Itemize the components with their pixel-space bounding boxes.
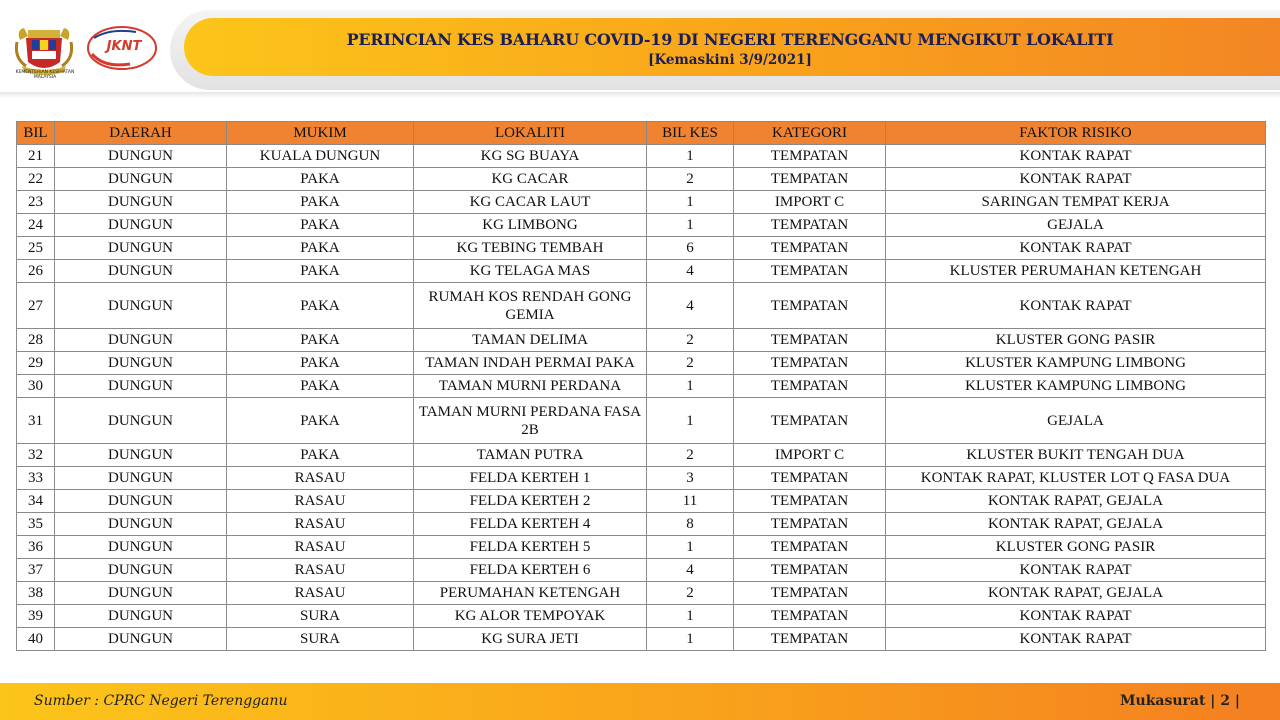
cell-bil-kes: 6 [647, 237, 734, 260]
cell-mukim: PAKA [227, 237, 414, 260]
cell-daerah: DUNGUN [55, 191, 227, 214]
cell-mukim: SURA [227, 628, 414, 651]
cell-lokaliti: FELDA KERTEH 2 [414, 490, 647, 513]
cell-lokaliti: FELDA KERTEH 6 [414, 559, 647, 582]
column-header-mukim: MUKIM [227, 122, 414, 145]
cell-daerah: DUNGUN [55, 168, 227, 191]
cell-kategori: TEMPATAN [734, 375, 886, 398]
cell-lokaliti: KG CACAR LAUT [414, 191, 647, 214]
cell-daerah: DUNGUN [55, 375, 227, 398]
page-title: PERINCIAN KES BAHARU COVID-19 DI NEGERI TERENGGANU MENGIKUT LOKALITI [346, 30, 1114, 49]
cell-daerah: DUNGUN [55, 490, 227, 513]
cell-daerah: DUNGUN [55, 605, 227, 628]
cell-daerah: DUNGUN [55, 283, 227, 329]
cases-table [16, 121, 1266, 651]
cell-kategori: TEMPATAN [734, 352, 886, 375]
cell-kategori: TEMPATAN [734, 628, 886, 651]
cell-faktor-risiko: KLUSTER GONG PASIR [886, 536, 1266, 559]
cell-bil-kes: 4 [647, 283, 734, 329]
cell-bil: 35 [17, 513, 55, 536]
cell-kategori: TEMPATAN [734, 398, 886, 444]
cell-bil-kes: 3 [647, 467, 734, 490]
table-row [17, 214, 1266, 237]
cell-bil: 32 [17, 444, 55, 467]
cell-bil: 40 [17, 628, 55, 651]
cell-lokaliti: FELDA KERTEH 4 [414, 513, 647, 536]
cell-mukim: PAKA [227, 398, 414, 444]
page-number: Mukasurat | 2 | [1120, 693, 1240, 709]
cell-mukim: PAKA [227, 283, 414, 329]
cell-bil-kes: 1 [647, 398, 734, 444]
table-row [17, 605, 1266, 628]
cell-daerah: DUNGUN [55, 237, 227, 260]
cell-daerah: DUNGUN [55, 329, 227, 352]
jknt-logo-text: JKNT [106, 39, 142, 54]
cell-daerah: DUNGUN [55, 536, 227, 559]
cell-bil: 28 [17, 329, 55, 352]
cell-bil-kes: 8 [647, 513, 734, 536]
cell-lokaliti: FELDA KERTEH 1 [414, 467, 647, 490]
cell-daerah: DUNGUN [55, 352, 227, 375]
cell-faktor-risiko: KONTAK RAPAT [886, 605, 1266, 628]
cell-bil-kes: 1 [647, 536, 734, 559]
cell-mukim: PAKA [227, 168, 414, 191]
cell-bil-kes: 1 [647, 605, 734, 628]
cell-lokaliti: KG SURA JETI [414, 628, 647, 651]
cell-faktor-risiko: KONTAK RAPAT, KLUSTER LOT Q FASA DUA [886, 467, 1266, 490]
cell-kategori: TEMPATAN [734, 168, 886, 191]
cell-faktor-risiko: SARINGAN TEMPAT KERJA [886, 191, 1266, 214]
cell-faktor-risiko: GEJALA [886, 214, 1266, 237]
cell-kategori: TEMPATAN [734, 260, 886, 283]
cell-bil: 26 [17, 260, 55, 283]
cell-faktor-risiko: KLUSTER KAMPUNG LIMBONG [886, 352, 1266, 375]
cell-bil: 22 [17, 168, 55, 191]
cell-lokaliti: TAMAN DELIMA [414, 329, 647, 352]
cell-mukim: PAKA [227, 352, 414, 375]
table-row [17, 168, 1266, 191]
cell-bil-kes: 2 [647, 444, 734, 467]
cell-daerah: DUNGUN [55, 582, 227, 605]
cell-lokaliti: KG TEBING TEMBAH [414, 237, 647, 260]
cell-bil: 37 [17, 559, 55, 582]
cell-lokaliti: TAMAN INDAH PERMAI PAKA [414, 352, 647, 375]
kkm-logo-caption: KEMENTERIAN KESIHATAN MALAYSIA [15, 70, 75, 80]
cell-mukim: RASAU [227, 490, 414, 513]
cell-kategori: TEMPATAN [734, 605, 886, 628]
table-row [17, 628, 1266, 651]
cell-kategori: TEMPATAN [734, 237, 886, 260]
cell-faktor-risiko: KLUSTER PERUMAHAN KETENGAH [886, 260, 1266, 283]
column-header-bil-kes: BIL KES [647, 122, 734, 145]
column-header-lokaliti: LOKALITI [414, 122, 647, 145]
cell-mukim: PAKA [227, 191, 414, 214]
table-row [17, 352, 1266, 375]
cell-kategori: TEMPATAN [734, 283, 886, 329]
table-row [17, 582, 1266, 605]
table-row [17, 513, 1266, 536]
cell-lokaliti: PERUMAHAN KETENGAH [414, 582, 647, 605]
table-row [17, 260, 1266, 283]
cell-lokaliti: KG TELAGA MAS [414, 260, 647, 283]
cell-lokaliti: RUMAH KOS RENDAH GONG GEMIA [414, 283, 647, 329]
cell-bil: 36 [17, 536, 55, 559]
table-row [17, 490, 1266, 513]
cell-bil: 21 [17, 145, 55, 168]
cell-daerah: DUNGUN [55, 628, 227, 651]
cell-kategori: TEMPATAN [734, 329, 886, 352]
cell-kategori: TEMPATAN [734, 490, 886, 513]
cell-lokaliti: TAMAN MURNI PERDANA [414, 375, 647, 398]
cell-kategori: TEMPATAN [734, 536, 886, 559]
cell-daerah: DUNGUN [55, 145, 227, 168]
cell-bil-kes: 1 [647, 375, 734, 398]
cell-bil: 31 [17, 398, 55, 444]
table-body [17, 145, 1266, 651]
cell-daerah: DUNGUN [55, 559, 227, 582]
cell-mukim: SURA [227, 605, 414, 628]
cell-faktor-risiko: KONTAK RAPAT [886, 283, 1266, 329]
column-header-daerah: DAERAH [55, 122, 227, 145]
column-header-faktor-risiko: FAKTOR RISIKO [886, 122, 1266, 145]
cell-lokaliti: FELDA KERTEH 5 [414, 536, 647, 559]
table-row [17, 559, 1266, 582]
cell-bil: 39 [17, 605, 55, 628]
table-row [17, 191, 1266, 214]
cell-lokaliti: TAMAN MURNI PERDANA FASA 2B [414, 398, 647, 444]
table-header-row [17, 122, 1266, 145]
cell-bil-kes: 2 [647, 329, 734, 352]
cell-bil-kes: 2 [647, 168, 734, 191]
cell-bil: 33 [17, 467, 55, 490]
cell-faktor-risiko: KLUSTER GONG PASIR [886, 329, 1266, 352]
cell-bil-kes: 4 [647, 559, 734, 582]
cell-kategori: TEMPATAN [734, 145, 886, 168]
cell-bil: 23 [17, 191, 55, 214]
cell-mukim: RASAU [227, 582, 414, 605]
cell-mukim: PAKA [227, 214, 414, 237]
cell-lokaliti: KG SG BUAYA [414, 145, 647, 168]
cell-kategori: IMPORT C [734, 191, 886, 214]
cell-mukim: PAKA [227, 375, 414, 398]
cell-mukim: KUALA DUNGUN [227, 145, 414, 168]
table-row [17, 145, 1266, 168]
cell-daerah: DUNGUN [55, 260, 227, 283]
cell-faktor-risiko: KONTAK RAPAT [886, 628, 1266, 651]
table-row [17, 329, 1266, 352]
cell-mukim: PAKA [227, 444, 414, 467]
cell-bil-kes: 4 [647, 260, 734, 283]
table-row [17, 444, 1266, 467]
table-row [17, 467, 1266, 490]
cell-mukim: RASAU [227, 536, 414, 559]
cell-daerah: DUNGUN [55, 444, 227, 467]
cell-mukim: RASAU [227, 559, 414, 582]
cell-bil: 25 [17, 237, 55, 260]
cell-bil: 30 [17, 375, 55, 398]
cell-faktor-risiko: KONTAK RAPAT, GEJALA [886, 582, 1266, 605]
cell-faktor-risiko: GEJALA [886, 398, 1266, 444]
cell-daerah: DUNGUN [55, 214, 227, 237]
column-header-kategori: KATEGORI [734, 122, 886, 145]
cell-mukim: RASAU [227, 513, 414, 536]
table-row [17, 375, 1266, 398]
cell-bil: 24 [17, 214, 55, 237]
cell-mukim: PAKA [227, 329, 414, 352]
cell-bil-kes: 11 [647, 490, 734, 513]
cell-lokaliti: TAMAN PUTRA [414, 444, 647, 467]
cell-bil-kes: 1 [647, 628, 734, 651]
cell-faktor-risiko: KONTAK RAPAT [886, 237, 1266, 260]
cell-daerah: DUNGUN [55, 513, 227, 536]
cell-daerah: DUNGUN [55, 398, 227, 444]
column-header-bil: BIL [17, 122, 55, 145]
cell-bil: 29 [17, 352, 55, 375]
cell-faktor-risiko: KONTAK RAPAT [886, 168, 1266, 191]
cell-bil-kes: 1 [647, 191, 734, 214]
cell-bil-kes: 2 [647, 582, 734, 605]
cell-faktor-risiko: KLUSTER BUKIT TENGAH DUA [886, 444, 1266, 467]
cell-bil-kes: 2 [647, 352, 734, 375]
cell-bil-kes: 1 [647, 214, 734, 237]
table-row [17, 237, 1266, 260]
table-row [17, 283, 1266, 329]
cell-faktor-risiko: KONTAK RAPAT [886, 559, 1266, 582]
cell-lokaliti: KG CACAR [414, 168, 647, 191]
cell-kategori: TEMPATAN [734, 214, 886, 237]
table-row [17, 398, 1266, 444]
cell-mukim: PAKA [227, 260, 414, 283]
cell-faktor-risiko: KONTAK RAPAT [886, 145, 1266, 168]
cell-bil-kes: 1 [647, 145, 734, 168]
cell-faktor-risiko: KONTAK RAPAT, GEJALA [886, 490, 1266, 513]
cell-lokaliti: KG ALOR TEMPOYAK [414, 605, 647, 628]
jknt-logo [84, 24, 160, 72]
page-subtitle: [Kemaskini 3/9/2021] [648, 52, 812, 68]
cell-kategori: TEMPATAN [734, 559, 886, 582]
footer-source: Sumber : CPRC Negeri Terengganu [34, 693, 288, 709]
cell-daerah: DUNGUN [55, 467, 227, 490]
cell-bil: 38 [17, 582, 55, 605]
table-row [17, 536, 1266, 559]
cell-kategori: TEMPATAN [734, 467, 886, 490]
cell-faktor-risiko: KONTAK RAPAT, GEJALA [886, 513, 1266, 536]
header-divider [0, 92, 1280, 98]
cell-faktor-risiko: KLUSTER KAMPUNG LIMBONG [886, 375, 1266, 398]
cell-bil: 34 [17, 490, 55, 513]
cell-lokaliti: KG LIMBONG [414, 214, 647, 237]
cell-kategori: TEMPATAN [734, 513, 886, 536]
cell-kategori: TEMPATAN [734, 582, 886, 605]
cell-bil: 27 [17, 283, 55, 329]
cell-kategori: IMPORT C [734, 444, 886, 467]
cell-mukim: RASAU [227, 467, 414, 490]
